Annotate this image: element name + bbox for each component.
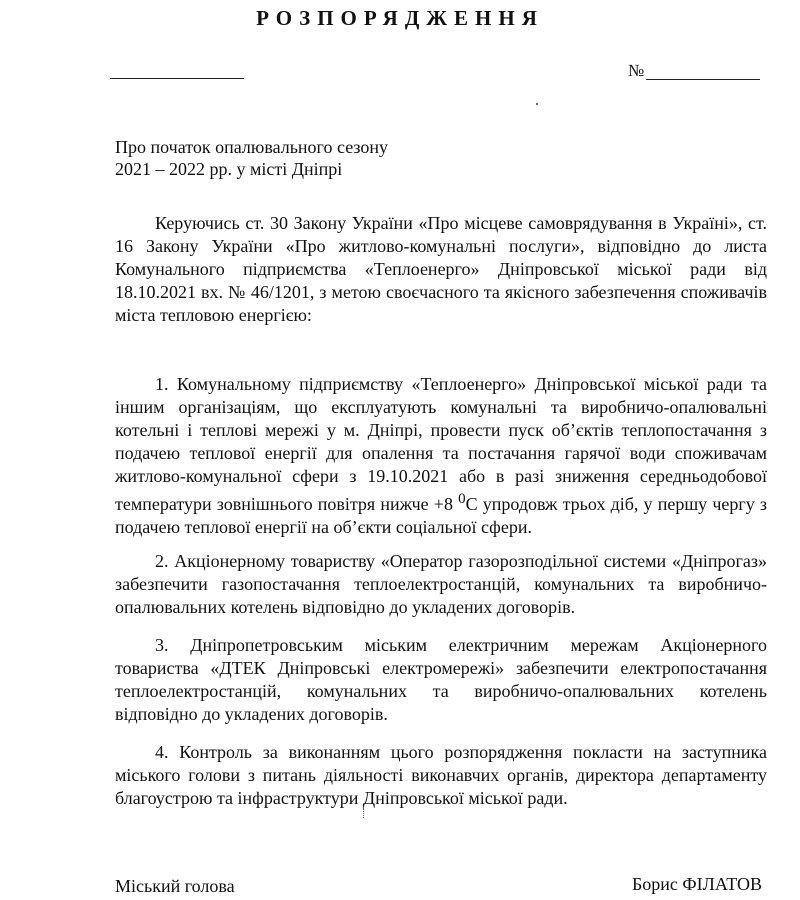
signer-name: Борис ФІЛАТОВ xyxy=(631,874,762,894)
item-1-text-end: С упродовж трьох діб, у першу чергу з подачею теплової енергії на об’єкти соціальної сфери. xyxy=(115,494,767,537)
item-1-paragraph xyxy=(115,373,767,539)
item-4-paragraph: 4. Контроль за виконанням цього розпорядження покласти на заступника міського голови з питань діяльності виконавчих органів, директора департаменту благоустрою та інфраструктури Дніпровської міської ради. xyxy=(115,742,767,808)
subject-line-1: Про початок опалювального сезону xyxy=(115,137,389,157)
number-label: № xyxy=(628,61,645,80)
date-blank-line xyxy=(110,64,244,79)
scan-mark xyxy=(363,808,365,818)
document-number xyxy=(628,62,760,80)
intro-paragraph: Керуючись ст. 30 Закону України «Про місцеве самоврядування в Україні», ст. 16 Закону України «Про житлово-комунальні послуги», відповідно до листа Комунального підприємства «Теплоенерго» Дніпровської міської ради від 18.10.2021 вх. № 46/1201, з метою своєчасного та якісного забезпечення споживачів міста тепловою енергією: xyxy=(115,213,767,325)
item-2-paragraph: 2. Акціонерному товариству «Оператор газорозподільної системи «Дніпрогаз» забезпечити газопостачання теплоелектростанцій, комунальних та виробничо-опалювальних котелень відповідно до укладених договорів. xyxy=(115,551,767,617)
signer-position: Міський голова xyxy=(115,876,235,896)
document-subject xyxy=(115,136,388,180)
item-1-text-start: 1. Комунальному підприємству «Теплоенерго» Дніпровської міської ради та іншим організаціям, що експлуатують комунальні та виробничо-опалювальні котельні і теплові мережі у м. Дніпрі, провести пуск об’єктів теплопостачання з подачею теплової енергії для опалення та постачання гарячої води споживачам житлово-комунальної сфери з 19.10.2021 або в разі зниження середньодобової температури зовнішнього повітря нижче +8 xyxy=(115,374,767,514)
item-3-paragraph: 3. Дніпропетровським міським електричним мережам Акціонерного товариства «ДТЕК Дніпровські електромережі» забезпечити електропостачання теплоелектростанцій, комунальних та виробничо-опалювальних котелень відповідно до укладених договорів. xyxy=(115,635,767,724)
scan-dot xyxy=(536,103,538,105)
document-title: РОЗПОРЯДЖЕННЯ xyxy=(256,6,544,30)
subject-line-2: 2021 – 2022 рр. у місті Дніпрі xyxy=(115,159,343,179)
number-blank-line xyxy=(646,64,760,80)
degree-superscript: 0 xyxy=(458,491,466,507)
